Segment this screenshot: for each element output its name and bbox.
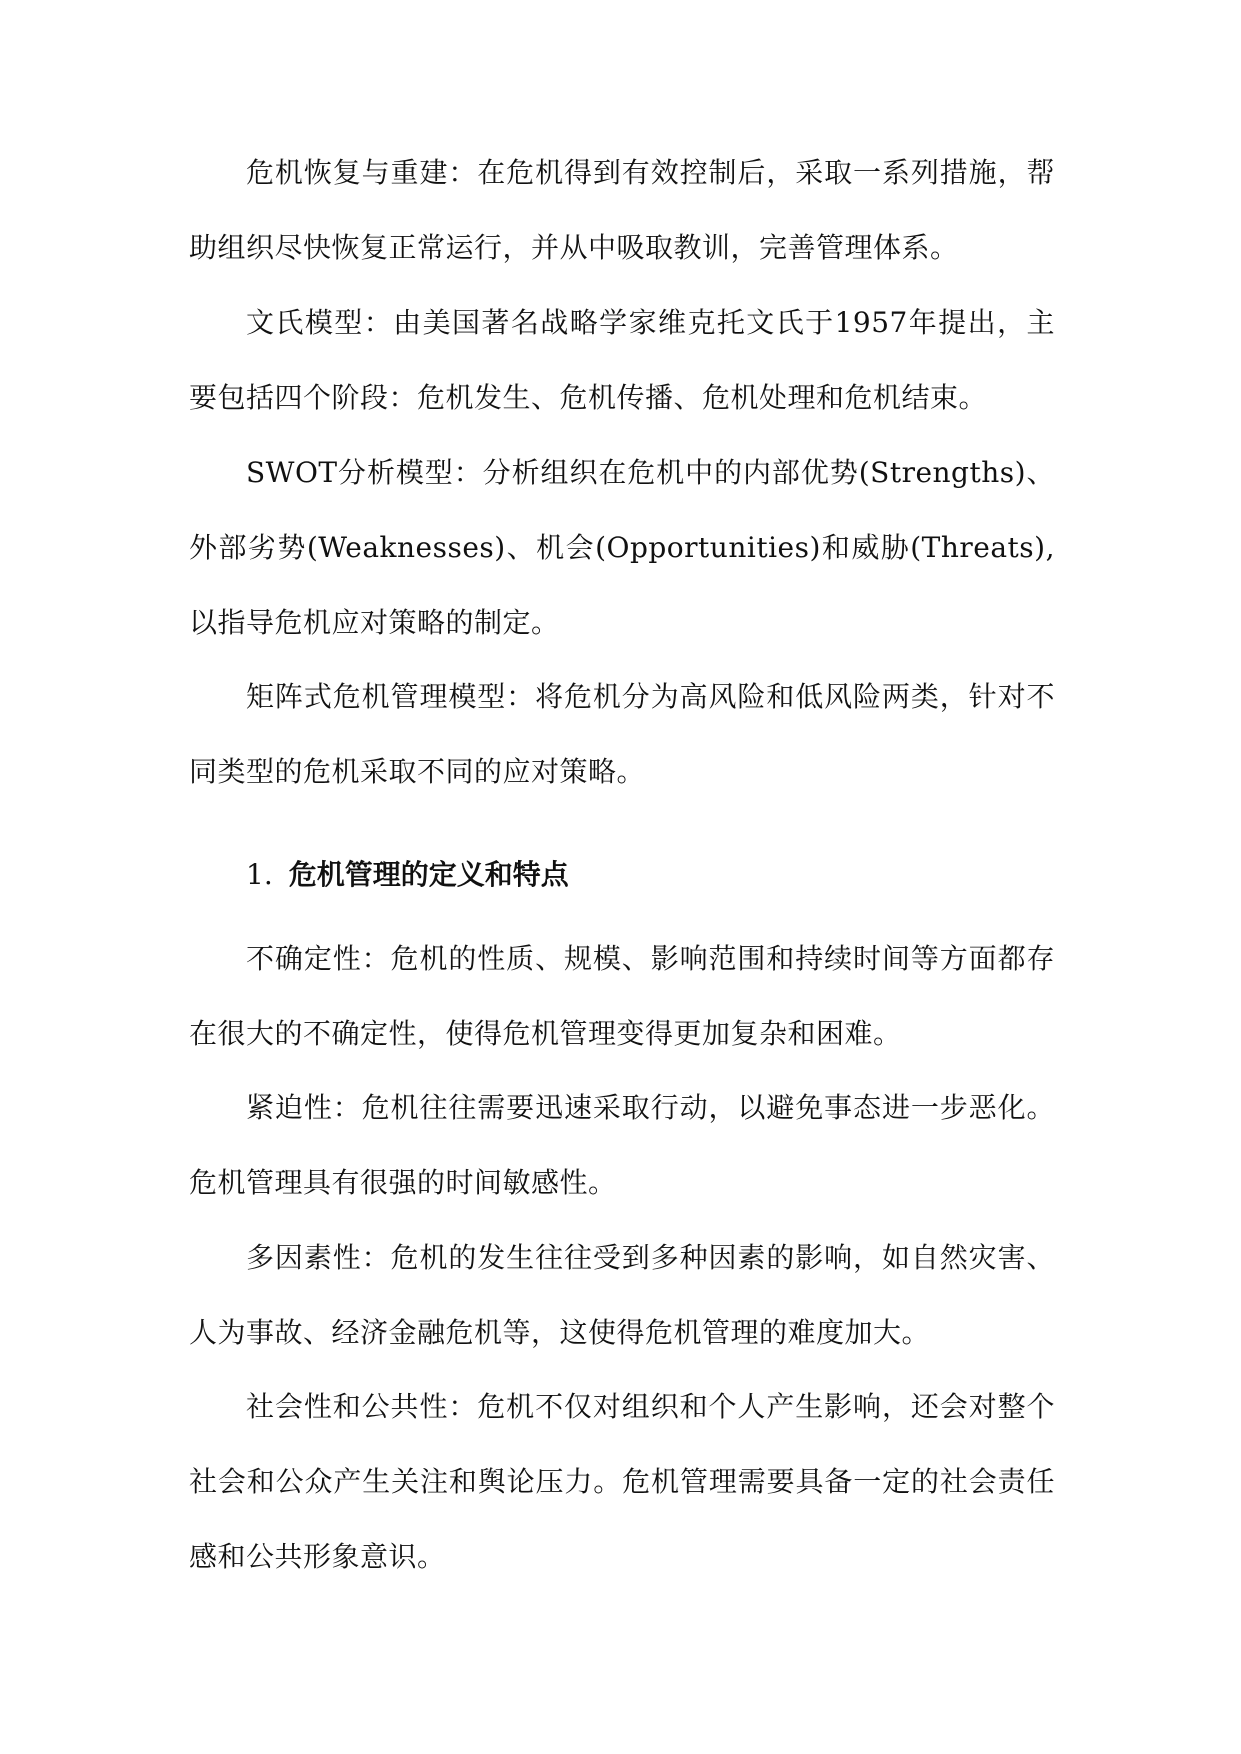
section-title: 危机管理的定义和特点 bbox=[288, 858, 569, 891]
paragraph-urgency: 紧迫性：危机往往需要迅速采取行动，以避免事态进一步恶化。危机管理具有很强的时间敏感性。 bbox=[189, 1091, 1055, 1199]
paragraph-matrix-model: 矩阵式危机管理模型：将危机分为高风险和低风险两类，针对不同类型的危机采取不同的应对策略。 bbox=[189, 680, 1055, 788]
section-number: 1. bbox=[246, 858, 273, 891]
paragraph-multifactor: 多因素性：危机的发生往往受到多种因素的影响，如自然灾害、人为事故、经济金融危机等，这使得危机管理的难度加大。 bbox=[189, 1241, 1055, 1349]
paragraph-swot-model: SWOT分析模型：分析组织在危机中的内部优势(Strengths)、外部劣势(Weaknesses)、机会(Opportunities)和威胁(Threats),以指导危机应对策略的制定。 bbox=[189, 456, 1055, 639]
paragraph-crisis-recovery: 危机恢复与重建：在危机得到有效控制后，采取一系列措施，帮助组织尽快恢复正常运行，并从中吸取教训，完善管理体系。 bbox=[189, 156, 1055, 264]
paragraph-uncertainty: 不确定性：危机的性质、规模、影响范围和持续时间等方面都存在很大的不确定性，使得危机管理变得更加复杂和困难。 bbox=[189, 942, 1055, 1050]
section-heading bbox=[246, 855, 569, 895]
paragraph-wen-model: 文氏模型：由美国著名战略学家维克托文氏于1957年提出，主要包括四个阶段：危机发生、危机传播、危机处理和危机结束。 bbox=[189, 306, 1055, 414]
paragraph-social-public: 社会性和公共性：危机不仅对组织和个人产生影响，还会对整个社会和公众产生关注和舆论压力。危机管理需要具备一定的社会责任感和公共形象意识。 bbox=[189, 1390, 1055, 1573]
